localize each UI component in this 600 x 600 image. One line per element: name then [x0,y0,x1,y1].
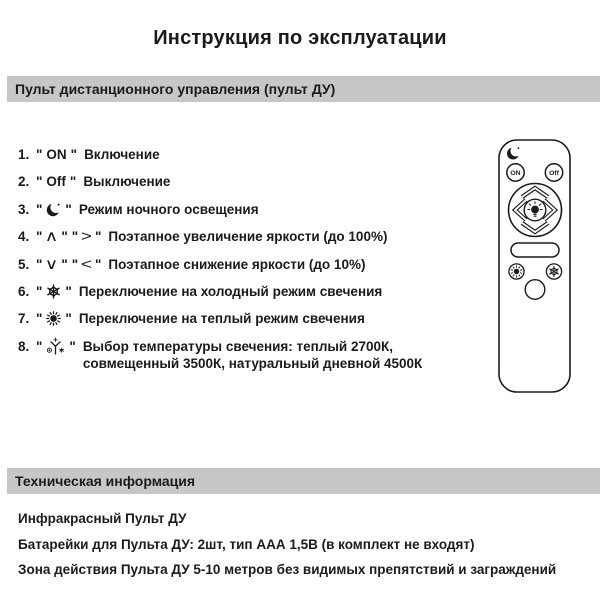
on-button [507,164,524,181]
item-number: 3. [18,201,30,217]
item-number: 6. [18,283,30,299]
list-item-cold-mode [18,283,490,300]
item-number: 7. [18,311,30,327]
chevron-down-icon: ∨ [45,255,59,273]
quote-mark: " [69,338,76,354]
item-number: 8. [18,338,30,354]
off-button-label: Off [46,174,66,190]
item-text: Выбор температуры свечения: теплый 2700К, совмещенный 3500К, натуральный дневной 4500К [82,338,423,371]
snowflake-button [546,264,561,279]
list-item-brightness-up [18,228,490,245]
chevron-left-icon: < [81,255,93,273]
technical-info [18,510,593,587]
quote-mark: " [36,201,43,217]
quote-mark: " [65,201,72,217]
off-button [545,164,562,181]
quote-mark: " [36,147,43,162]
section-header-technical-info [7,468,600,494]
moon-icon [46,201,61,217]
on-button-label: ON [46,147,67,162]
color-temperature-icon [46,337,65,356]
pill-button [511,243,559,257]
quote-mark: " [69,174,77,190]
item-number: 1. [18,147,30,162]
quote-mark: " [36,256,43,272]
quote-mark: " [61,229,68,245]
list-item-on [18,146,490,163]
quote-mark: " [36,283,43,299]
quote-mark: " [36,174,43,190]
remote-control-illustration [498,139,571,393]
item-number: 5. [18,256,30,272]
round-button [525,280,545,300]
section-header-label: Техническая информация [15,473,196,489]
item-number: 4. [18,229,30,245]
warm-sun-icon [46,311,61,326]
list-item-brightness-down [18,256,490,273]
item-text: Поэтапное снижение яркости (до 10%) [108,256,366,272]
chevron-up-icon: ∧ [45,228,59,246]
chevron-right-icon: > [81,228,93,246]
list-item-warm-mode [18,310,490,327]
instruction-list [18,146,490,382]
quote-mark: " [61,256,68,272]
item-number: 2. [18,174,30,190]
quote-mark: " [36,338,43,354]
quote-mark: " [71,256,79,272]
item-text: Поэтапное увеличение яркости (до 100%) [108,229,388,245]
page-title: Инструкция по эксплуатации [153,27,447,49]
tech-line-batteries: Батарейки для Пульта ДУ: 2шт, тип ААА 1,5В (в комплект не входят) [18,536,475,552]
tech-line-range: Зона действия Пульта ДУ 5-10 метров без видимых препятствий и заграждений [18,562,557,578]
dpad [509,184,562,237]
warm-sun-button [509,264,524,279]
tech-line-ir-remote: Инфракрасный Пульт ДУ [18,511,187,526]
section-header-remote-control [7,76,600,102]
quote-mark: " [65,311,72,327]
list-item-off [18,173,490,190]
section-header-label: Пульт дистанционного управления (пульт ДУ) [15,81,336,97]
quote-mark: " [94,256,102,272]
item-text: Выключение [83,174,171,190]
snowflake-icon [46,284,61,299]
item-text: Режим ночного освещения [78,201,259,217]
item-text: Включение [84,147,160,162]
quote-mark: " [71,229,79,245]
list-item-color-temperature [18,338,490,372]
list-item-night-mode [18,201,490,218]
svg-text:Off: Off [549,170,559,177]
quote-mark: " [36,229,43,245]
quote-mark: " [70,147,78,162]
quote-mark: " [94,229,102,245]
quote-mark: " [36,311,43,327]
quote-mark: " [65,283,72,299]
svg-text:ON: ON [510,170,521,177]
item-text: Переключение на теплый режим свечения [78,311,365,327]
item-text: Переключение на холодный режим свечения [78,283,383,299]
